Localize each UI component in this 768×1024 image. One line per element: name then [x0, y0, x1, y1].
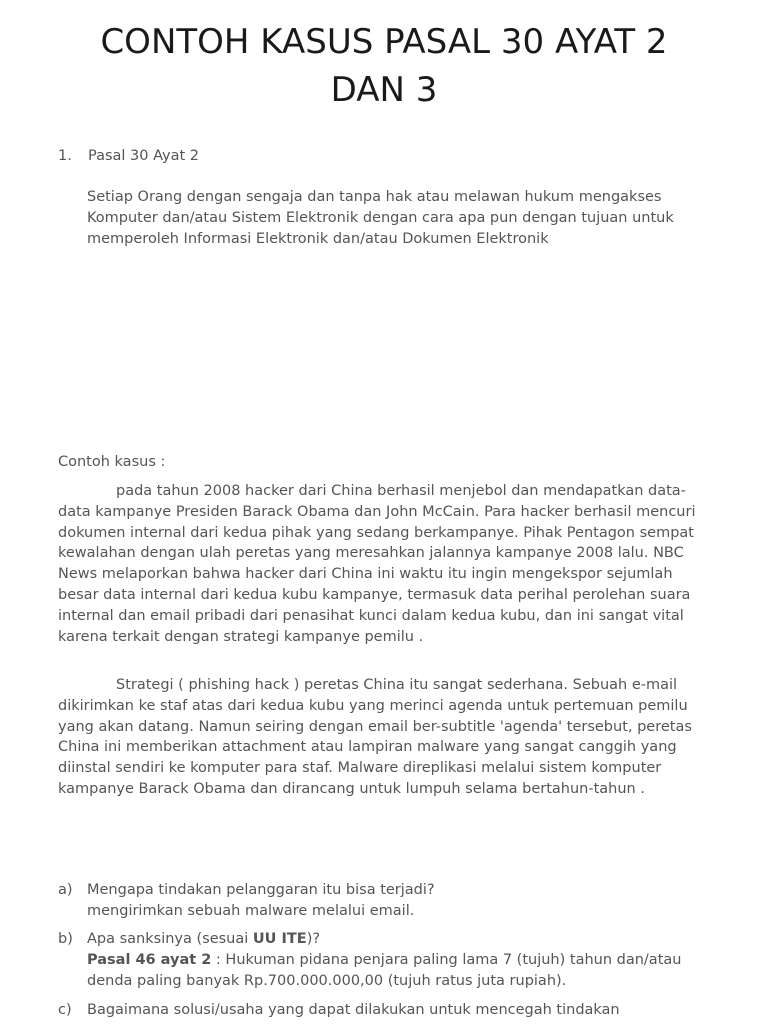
title-line-2: DAN 3 — [330, 70, 438, 110]
question-c — [58, 1000, 718, 1021]
section-1-number: 1. — [58, 148, 72, 164]
case-paragraph-1 — [58, 481, 708, 647]
case-label: Contoh kasus : — [58, 454, 166, 470]
question-a-answer: mengirimkan sebuah malware melalui email. — [87, 902, 415, 919]
question-b — [58, 929, 718, 991]
question-b-answer-rest: : Hukuman pidana penjara paling lama 7 (tujuh) tahun dan/atau denda paling banyak Rp.700.000.000,00 (tujuh ratus juta rupiah). — [87, 951, 682, 989]
question-b-answer-article: Pasal 46 ayat 2 — [87, 951, 212, 968]
question-b-letter: b) — [58, 931, 73, 947]
question-c-letter: c) — [58, 1002, 72, 1018]
question-c-text: Bagaimana solusi/usaha yang dapat dilakukan untuk mencegah tindakan — [87, 1002, 620, 1018]
section-1-definition: Setiap Orang dengan sengaja dan tanpa hak atau melawan hukum mengakses Komputer dan/atau Sistem Elektronik dengan cara apa pun dengan tujuan untuk memperoleh Informasi Elektronik dan/atau Dokumen Elektronik — [87, 189, 674, 247]
title-line-1: CONTOH KASUS PASAL 30 AYAT 2 — [100, 22, 668, 62]
case-paragraph-1-text: pada tahun 2008 hacker dari China berhasil menjebol dan mendapatkan data-data kampanye Presiden Barack Obama dan John McCain. Para hacker berhasil mencuri dokumen internal dari kedua pihak yang sedang berkampanye. Pihak Pentagon sempat kewalahan dengan ulah peretas yang meresahkan jalannya kampanye 2008 lalu. NBC News melaporkan bahwa hacker dari China ini waktu itu ingin mengekspor sejumlah besar data internal dari kedua kubu kampanye, termasuk data perihal perolehan suara internal dan email pribadi dari penasihat kunci dalam kedua kubu, dan ini sangat vital karena terkait dengan strategi kampanye pemilu . — [58, 483, 696, 645]
question-b-prefix: Apa sanksinya (sesuai — [87, 931, 253, 947]
question-a — [58, 880, 718, 922]
question-b-suffix: )? — [306, 931, 321, 947]
question-b-text — [87, 929, 718, 950]
page-title — [0, 18, 768, 114]
question-b-uu-ite: UU ITE — [252, 931, 307, 947]
question-b-answer — [87, 950, 718, 992]
question-a-letter: a) — [58, 882, 73, 898]
case-paragraph-2 — [58, 675, 708, 800]
section-1-heading — [58, 146, 718, 167]
section-1-heading-text: Pasal 30 Ayat 2 — [88, 148, 200, 164]
case-paragraph-2-text: Strategi ( phishing hack ) peretas China itu sangat sederhana. Sebuah e-mail dikirimkan ke staf atas dari kedua kubu yang merinci agenda untuk pertemuan pemilu yang akan datang. Namun seiring dengan email ber-subtitle 'agenda' tersebut, peretas China ini memberikan attachment atau lampiran malware yang sangat canggih yang diinstal sendiri ke komputer para staf. Malware direplikasi melalui sistem komputer kampanye Barack Obama dan dirancang untuk lumpuh selama bertahun-tahun . — [58, 677, 692, 797]
question-a-text: Mengapa tindakan pelanggaran itu bisa terjadi? — [87, 882, 435, 898]
